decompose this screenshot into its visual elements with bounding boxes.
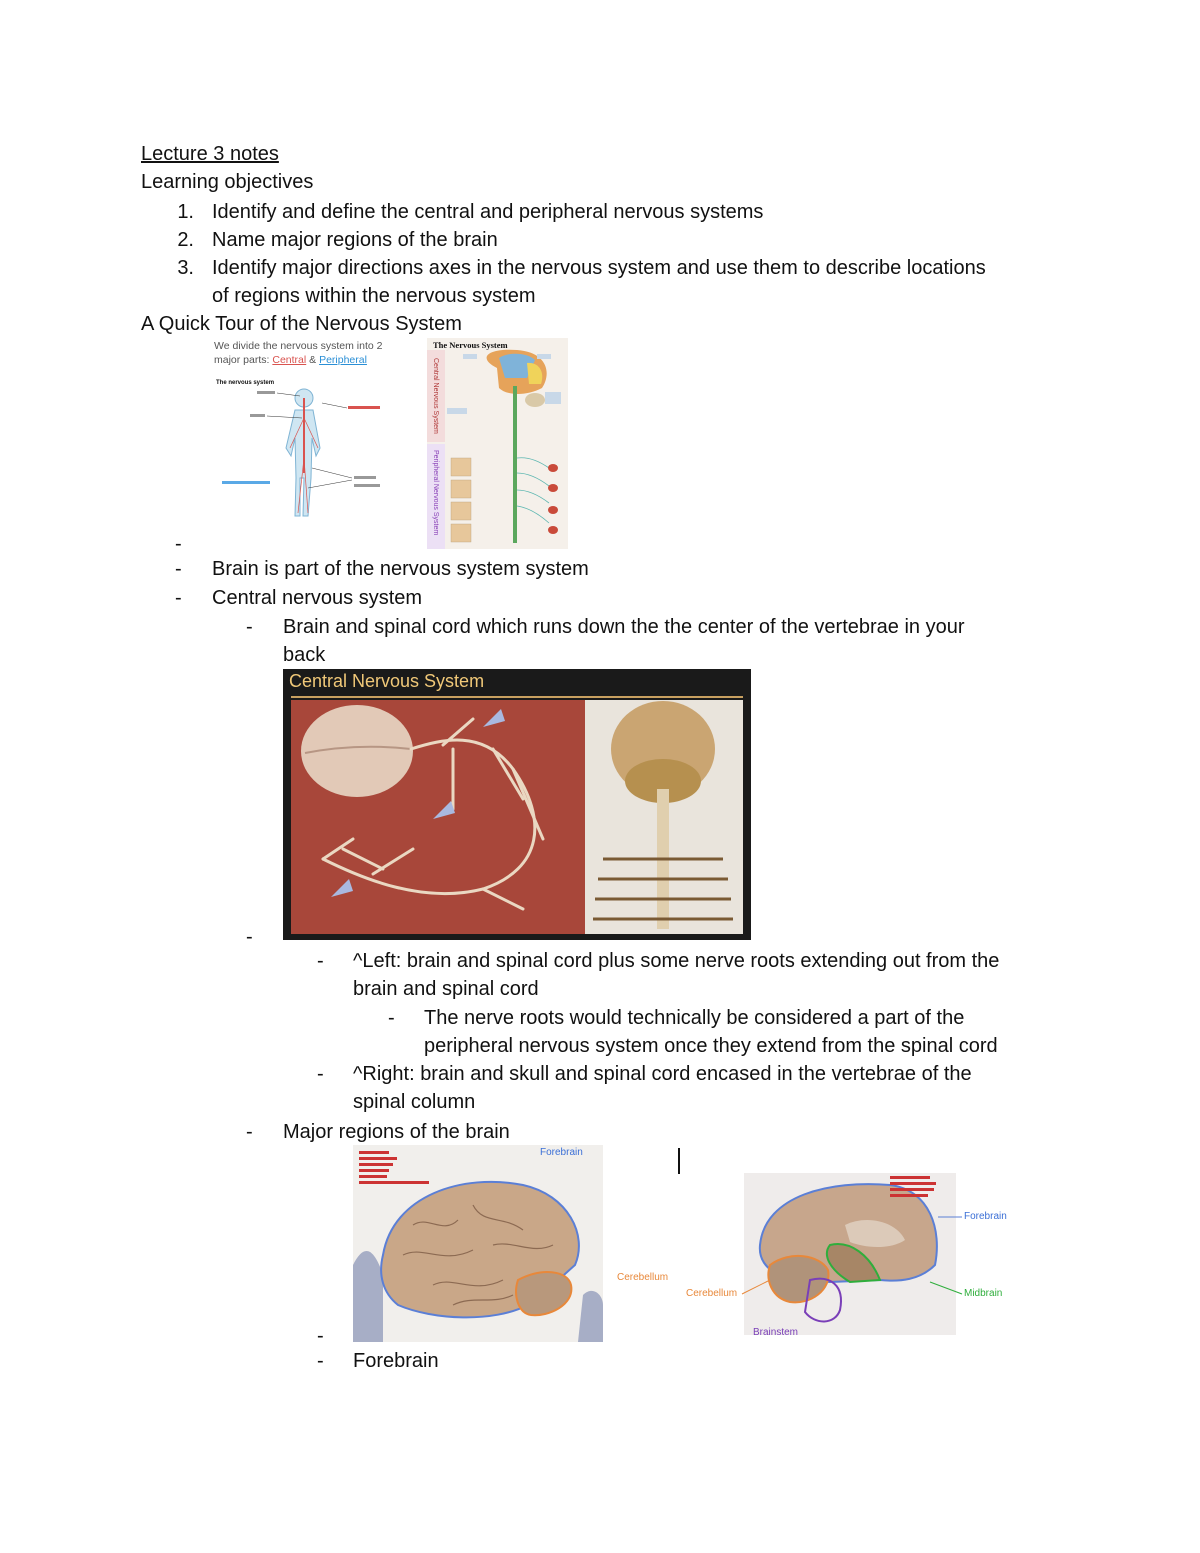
page-title: Lecture 3 notes bbox=[141, 143, 279, 165]
peripheral-label: Peripheral bbox=[319, 354, 367, 366]
bullet-dash: - bbox=[175, 533, 182, 555]
bullet-dash: - bbox=[246, 616, 253, 638]
amp-text: & bbox=[306, 354, 320, 366]
chart-title: The Nervous System bbox=[433, 340, 508, 350]
bullet-text: Central nervous system bbox=[212, 587, 423, 609]
diagram-intro-line1: We divide the nervous system into 2 bbox=[214, 340, 383, 352]
pns-side-label: Peripheral Nervous System bbox=[432, 450, 439, 536]
central-label: Central bbox=[272, 354, 307, 366]
objective-text: Identify major directions axes in the nervous system and use them to describe locations bbox=[212, 257, 986, 279]
forebrain-heading: Forebrain bbox=[353, 1350, 439, 1372]
cerebellum-label: Cerebellum bbox=[686, 1288, 738, 1299]
nervous-system-chart bbox=[427, 338, 568, 549]
chart-illustration bbox=[427, 338, 568, 549]
cns-description-continued: back bbox=[283, 644, 326, 666]
bullet-dash: - bbox=[246, 926, 253, 948]
left-photo-note-continued: brain and spinal cord bbox=[353, 978, 539, 1000]
diagram-subtitle: The nervous system bbox=[216, 380, 275, 386]
cerebellum-callout: Cerebellum bbox=[617, 1272, 669, 1283]
bullet-dash: - bbox=[317, 1325, 324, 1347]
cns-side-label: Central Nervous System bbox=[432, 358, 439, 434]
objectives-heading: Learning objectives bbox=[141, 171, 314, 193]
body-figure bbox=[212, 338, 412, 528]
bullet-text: Brain is part of the nervous system system bbox=[212, 558, 589, 580]
bullet-dash: - bbox=[388, 1007, 395, 1029]
bullet-dash: - bbox=[175, 587, 182, 609]
brain-lateral-photo bbox=[353, 1145, 603, 1342]
nervous-system-diagram bbox=[212, 338, 412, 528]
brain-sagittal-illustration bbox=[680, 1170, 1016, 1340]
objective-number: 1. bbox=[177, 201, 194, 223]
nerve-roots-note-continued: peripheral nervous system once they extend from the spinal cord bbox=[424, 1035, 998, 1057]
bullet-dash: - bbox=[246, 1121, 253, 1143]
objective-text-continued: of regions within the nervous system bbox=[212, 285, 536, 307]
right-photo-note-continued: spinal column bbox=[353, 1091, 476, 1113]
bullet-dash: - bbox=[317, 1350, 324, 1372]
tour-heading: A Quick Tour of the Nervous System bbox=[141, 313, 462, 335]
photo-title: Central Nervous System bbox=[289, 671, 485, 691]
right-photo-note: ^Right: brain and skull and spinal cord encased in the vertebrae of the bbox=[353, 1063, 972, 1085]
bullet-dash: - bbox=[317, 950, 324, 972]
cns-photo bbox=[283, 669, 751, 940]
brain-sagittal-photo bbox=[680, 1170, 1016, 1340]
brainstem-label: Brainstem bbox=[753, 1327, 799, 1338]
bullet-dash: - bbox=[317, 1063, 324, 1085]
objective-text: Identify and define the central and peripheral nervous systems bbox=[212, 201, 764, 223]
intro-text: major parts: bbox=[214, 354, 273, 366]
objective-number: 2. bbox=[177, 229, 194, 251]
regions-heading: Major regions of the brain bbox=[283, 1121, 510, 1143]
nerve-roots-note: The nerve roots would technically be considered a part of the bbox=[424, 1007, 965, 1029]
objective-number: 3. bbox=[177, 257, 194, 279]
cns-photo-illustration bbox=[283, 669, 751, 940]
left-photo-note: ^Left: brain and spinal cord plus some nerve roots extending out from the bbox=[353, 950, 1000, 972]
bullet-dash: - bbox=[175, 558, 182, 580]
cns-description: Brain and spinal cord which runs down the the center of the vertebrae in your bbox=[283, 616, 965, 638]
objective-text: Name major regions of the brain bbox=[212, 229, 498, 251]
midbrain-label: Midbrain bbox=[964, 1288, 1003, 1299]
brain-lateral-illustration bbox=[353, 1145, 603, 1342]
forebrain-label: Forebrain bbox=[964, 1211, 1007, 1222]
forebrain-label: Forebrain bbox=[540, 1147, 583, 1158]
